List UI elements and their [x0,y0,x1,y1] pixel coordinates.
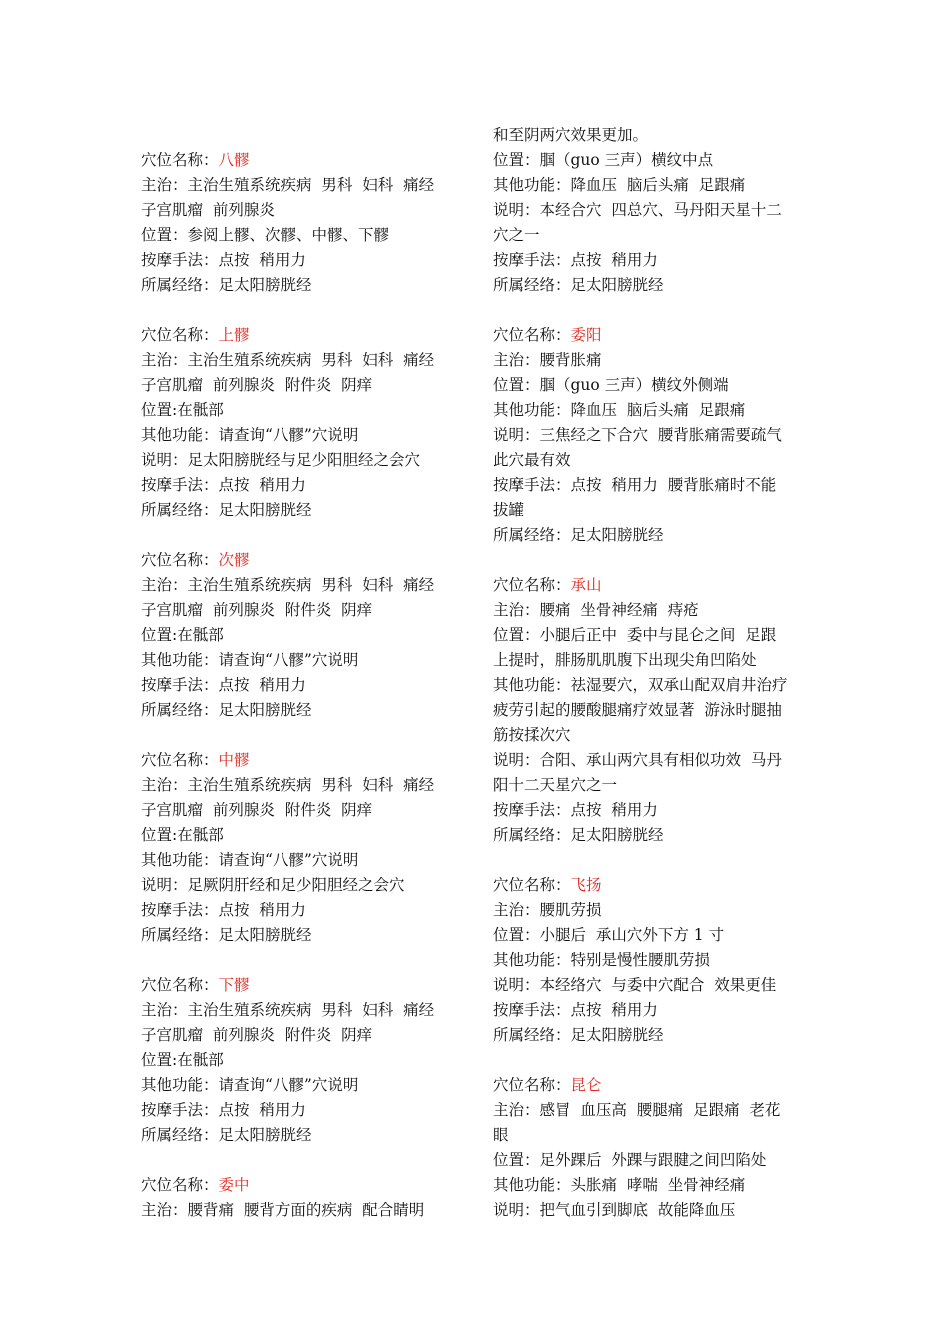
entry-text-line: 主治：主治生殖系统疾病 男科 妇科 痛经 [141,576,435,594]
acupoint-name: 委阳 [570,326,602,344]
entry-text-line: 疲劳引起的腰酸腿痛疗效显著 游泳时腿抽 [493,701,782,719]
entry-text-line: 位置：小腿后正中 委中与昆仑之间 足跟 [493,626,777,644]
entry-text-line: 按摩手法：点按 稍用力 [141,676,306,694]
entry-text-line: 位置:在骶部 [141,1051,224,1069]
entry-text-line: 位置：足外踝后 外踝与跟腱之间凹陷处 [493,1151,767,1169]
entry-text-line: 主治：腰背胀痛 [493,351,602,369]
acupoint-title [493,573,823,598]
acupoint-title [141,148,471,173]
entry-gap [141,1148,471,1173]
acupoint-name-label: 穴位名称： [141,151,219,169]
entry-text-line: 按摩手法：点按 稍用力 [493,801,658,819]
entry-text-line: 眼 [493,1126,509,1144]
acupoint-entry [141,148,471,298]
entry-text-line: 子宫肌瘤 前列腺炎 附件炎 阴痒 [141,376,373,394]
acupoint-name: 承山 [570,576,602,594]
acupoint-entry [493,1073,823,1223]
continuation-line: 所属经络：足太阳膀胱经 [493,276,664,294]
entry-text-line: 说明：足太阳膀胱经与足少阳胆经之会穴 [141,451,421,469]
acupoint-name-label: 穴位名称： [141,551,219,569]
entry-text-line: 位置:在骶部 [141,626,224,644]
acupoint-entry [141,1173,471,1223]
entry-gap [141,298,471,323]
entry-gap [141,948,471,973]
acupoint-title [493,1073,823,1098]
entry-text-line: 主治：主治生殖系统疾病 男科 妇科 痛经 [141,1001,435,1019]
acupoint-entry [141,748,471,948]
acupoint-title [141,973,471,998]
entry-text-line: 所属经络：足太阳膀胱经 [141,701,312,719]
acupoint-name: 昆仑 [570,1076,602,1094]
entry-text-line: 拔罐 [493,501,525,519]
continuation-line: 穴之一 [493,226,540,244]
entry-text-line: 子宫肌瘤 前列腺炎 附件炎 阴痒 [141,601,373,619]
acupoint-entry [493,323,823,548]
acupoint-name-label: 穴位名称： [141,1176,219,1194]
acupoint-title [141,748,471,773]
acupoint-entry [141,973,471,1148]
entry-text-line: 其他功能：头胀痛 哮喘 坐骨神经痛 [493,1176,746,1194]
entry-text-line: 说明：足厥阴肝经和足少阳胆经之会穴 [141,876,405,894]
acupoint-name: 飞扬 [570,876,602,894]
acupoint-name-label: 穴位名称： [493,576,571,594]
entry-text-line: 位置:在骶部 [141,401,224,419]
entry-text-line: 按摩手法：点按 稍用力 [141,476,306,494]
entry-text-line: 所属经络：足太阳膀胱经 [141,501,312,519]
entry-text-line: 位置：腘（guo 三声）横纹外侧端 [493,376,729,394]
acupoint-title [141,323,471,348]
acupoint-name: 下髎 [218,976,250,994]
entry-gap [493,848,823,873]
entry-text-line: 按摩手法：点按 稍用力 腰背胀痛时不能 [493,476,777,494]
acupoint-name: 上髎 [218,326,250,344]
acupoint-entry [493,873,823,1048]
entry-text-line: 主治：腰背痛 腰背方面的疾病 配合睛明 [141,1201,425,1219]
entry-text-line: 阳十二天星穴之一 [493,776,618,794]
entry-gap [493,1048,823,1073]
entry-gap [493,548,823,573]
acupoint-entry [141,323,471,523]
entry-text-line: 说明：三焦经之下合穴 腰背胀痛需要疏气 [493,426,782,444]
entry-text-line: 子宫肌瘤 前列腺炎 [141,201,275,219]
entry-text-line: 上提时，腓肠肌肌腹下出现尖角凹陷处 [493,651,757,669]
entry-text-line: 主治：主治生殖系统疾病 男科 妇科 痛经 [141,351,435,369]
left-column [141,148,471,1223]
entry-text-line: 其他功能：降血压 脑后头痛 足跟痛 [493,401,746,419]
entry-gap [493,298,823,323]
entry-text-line: 所属经络：足太阳膀胱经 [493,1026,664,1044]
acupoint-title [141,1173,471,1198]
entry-text-line: 其他功能：特别是慢性腰肌劳损 [493,951,711,969]
continuation-line: 位置：腘（guo 三声）横纹中点 [493,151,714,169]
entry-text-line: 此穴最有效 [493,451,571,469]
entry-gap [141,523,471,548]
entry-text-line: 主治：腰肌劳损 [493,901,602,919]
entry-text-line: 主治：主治生殖系统疾病 男科 妇科 痛经 [141,176,435,194]
entry-text-line: 位置:在骶部 [141,826,224,844]
acupoint-entry [141,548,471,723]
entry-text-line: 主治：主治生殖系统疾病 男科 妇科 痛经 [141,776,435,794]
entry-text-line: 主治：感冒 血压高 腰腿痛 足跟痛 老花 [493,1101,781,1119]
continuation-line: 和至阴两穴效果更加。 [493,126,649,144]
entry-text-line: 其他功能：请查询“八髎”穴说明 [141,651,359,669]
entry-text-line: 所属经络：足太阳膀胱经 [141,926,312,944]
entry-text-line: 按摩手法：点按 稍用力 [141,251,306,269]
acupoint-name: 委中 [218,1176,250,1194]
entry-text-line: 所属经络：足太阳膀胱经 [141,276,312,294]
acupoint-name-label: 穴位名称： [141,326,219,344]
acupoint-name-label: 穴位名称： [493,876,571,894]
acupoint-name: 八髎 [218,151,250,169]
right-column [493,123,823,1223]
entry-text-line: 位置：参阅上髎、次髎、中髎、下髎 [141,226,390,244]
entry-text-line: 按摩手法：点按 稍用力 [141,1101,306,1119]
acupoint-title [493,873,823,898]
entry-text-line: 说明：本经络穴 与委中穴配合 效果更佳 [493,976,777,994]
entry-text-line: 其他功能：请查询“八髎”穴说明 [141,851,359,869]
entry-text-line: 筋按揉次穴 [493,726,571,744]
entry-text-line: 子宫肌瘤 前列腺炎 附件炎 阴痒 [141,1026,373,1044]
acupoint-name-label: 穴位名称： [141,976,219,994]
entry-text-line: 位置：小腿后 承山穴外下方 1 寸 [493,926,725,944]
entry-text-line: 其他功能：请查询“八髎”穴说明 [141,426,359,444]
continuation-block [493,123,823,298]
entry-text-line: 主治：腰痛 坐骨神经痛 痔疮 [493,601,699,619]
acupoint-name-label: 穴位名称： [141,751,219,769]
entry-text-line: 其他功能：请查询“八髎”穴说明 [141,1076,359,1094]
entry-text-line: 按摩手法：点按 稍用力 [493,1001,658,1019]
acupoint-title [493,323,823,348]
continuation-line: 按摩手法：点按 稍用力 [493,251,658,269]
entry-text-line: 按摩手法：点按 稍用力 [141,901,306,919]
entry-text-line: 说明：合阳、承山两穴具有相似功效 马丹 [493,751,782,769]
entry-text-line: 所属经络：足太阳膀胱经 [493,526,664,544]
acupoint-name-label: 穴位名称： [493,1076,571,1094]
acupoint-title [141,548,471,573]
entry-text-line: 所属经络：足太阳膀胱经 [493,826,664,844]
acupoint-entry [493,573,823,848]
entry-gap [141,723,471,748]
entry-text-line: 所属经络：足太阳膀胱经 [141,1126,312,1144]
acupoint-name-label: 穴位名称： [493,326,571,344]
entry-text-line: 说明：把气血引到脚底 故能降血压 [493,1201,736,1219]
entry-text-line: 其他功能：祛湿要穴，双承山配双肩井治疗 [493,676,788,694]
continuation-line: 说明：本经合穴 四总穴、马丹阳天星十二 [493,201,782,219]
acupoint-name: 中髎 [218,751,250,769]
entry-text-line: 子宫肌瘤 前列腺炎 附件炎 阴痒 [141,801,373,819]
continuation-line: 其他功能：降血压 脑后头痛 足跟痛 [493,176,746,194]
acupoint-name: 次髎 [218,551,250,569]
